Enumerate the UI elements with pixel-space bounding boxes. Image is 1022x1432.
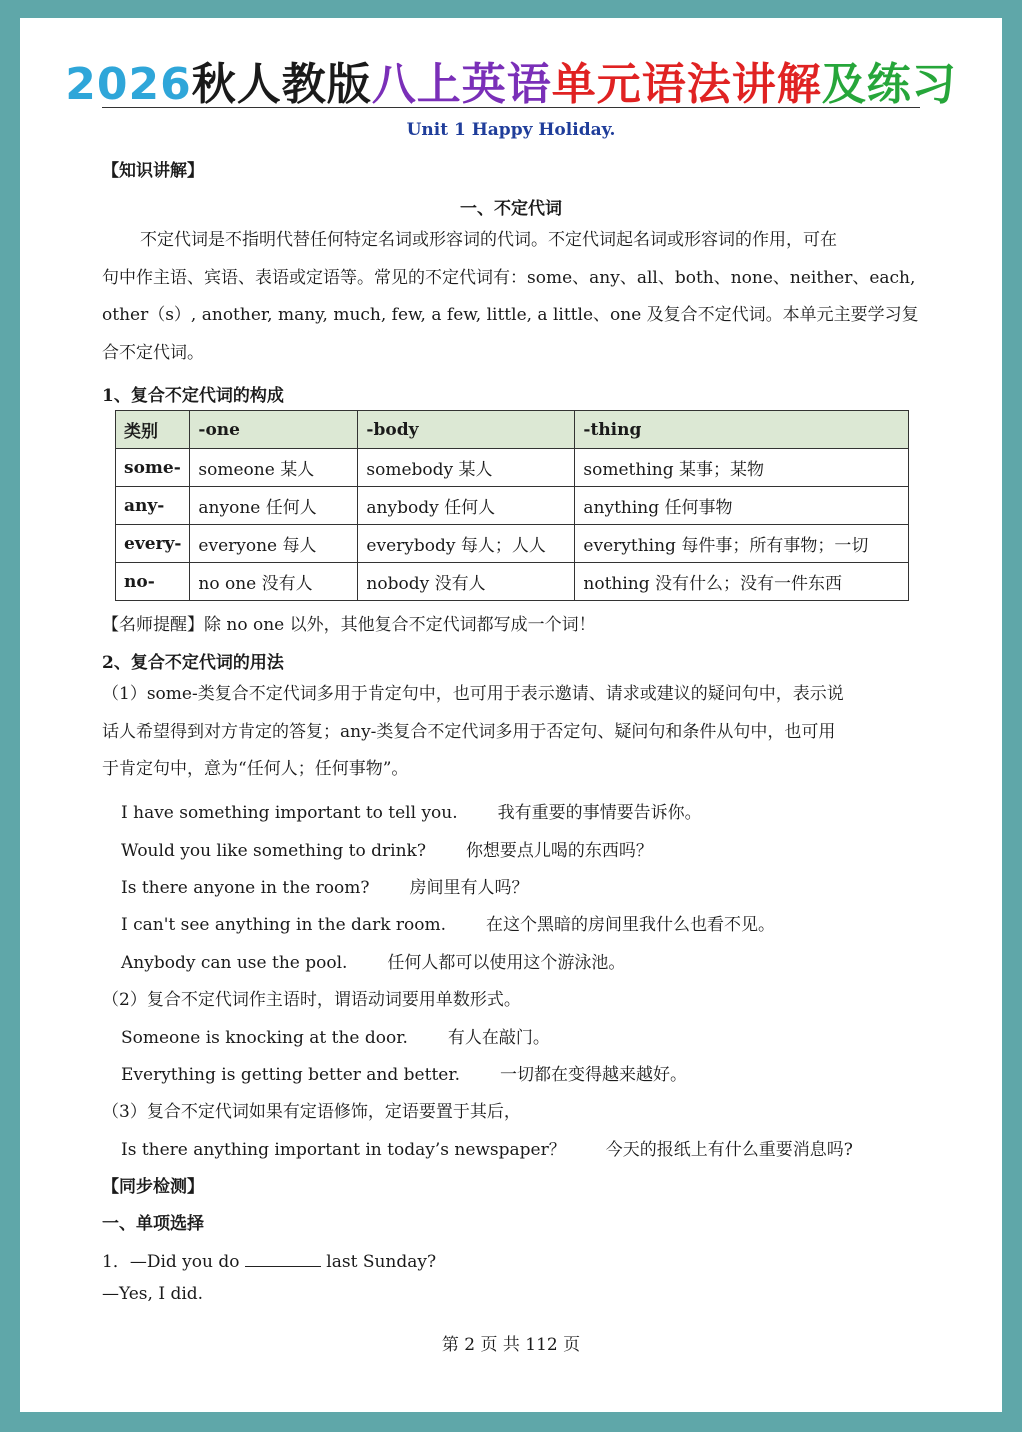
table-cell: anybody 任何人 <box>358 487 575 525</box>
question-1: 1．—Did you do last Sunday? <box>102 1252 437 1272</box>
table-cell: no- <box>116 563 190 601</box>
table-cell: some- <box>116 449 190 487</box>
usage-line: 话人希望得到对方肯定的答复；any-类复合不定代词多用于否定句、疑问句和条件从句中，也可用 <box>102 721 836 742</box>
intro-line: other（s）, another, many, much, few, a few, little, a little、one 及复合不定代词。本单元主要学习复 <box>102 305 919 325</box>
table-header-cell: 类别 <box>116 411 190 449</box>
title-grade: 八上英语 <box>371 59 552 110</box>
table-cell: everything 每件事；所有事物；一切 <box>575 525 909 563</box>
table-cell: everybody 每人；人人 <box>358 525 575 563</box>
title-practice: 及练习 <box>821 59 957 110</box>
subheading-usage: 2、复合不定代词的用法 <box>102 653 284 673</box>
table-cell: nobody 没有人 <box>358 563 575 601</box>
example-sentence: Would you like something to drink? 你想要点儿喝的东西吗？ <box>121 841 653 861</box>
document-page <box>20 18 1002 1412</box>
table-cell: every- <box>116 525 190 563</box>
table-header-cell: -thing <box>575 411 909 449</box>
table-row <box>116 487 909 525</box>
example-sentence: Is there anyone in the room? 房间里有人吗？ <box>121 878 529 898</box>
example-sentence: Someone is knocking at the door. 有人在敲门。 <box>121 1028 550 1048</box>
practice-heading: 一、单项选择 <box>102 1214 204 1234</box>
table-cell: someone 某人 <box>190 449 358 487</box>
usage-line: （1）some-类复合不定代词多用于肯定句中，也可用于表示邀请、请求或建议的疑问句中，表示说 <box>102 684 844 704</box>
subheading-formation: 1、复合不定代词的构成 <box>102 386 284 406</box>
answer-blank <box>245 1252 321 1267</box>
table-row <box>116 563 909 601</box>
title-publisher: 秋人教版 <box>191 59 372 110</box>
usage-line: 于肯定句中，意为“任何人；任何事物”。 <box>102 759 409 779</box>
section-label-practice: 【同步检测】 <box>102 1177 204 1197</box>
table-cell: everyone 每人 <box>190 525 358 563</box>
table-header-cell: -one <box>190 411 358 449</box>
example-sentence: Everything is getting better and better. 一切都在变得越来越好。 <box>121 1065 687 1085</box>
example-sentence: Is there anything important in today’s newspaper？ 今天的报纸上有什么重要消息吗? <box>121 1140 853 1160</box>
page-title <box>20 48 1002 112</box>
example-sentence: I have something important to tell you. 我有重要的事情要告诉你。 <box>121 803 702 823</box>
table-row <box>116 525 909 563</box>
table-cell: any- <box>116 487 190 525</box>
page-number: 第 2 页 共 112 页 <box>441 1335 581 1355</box>
section-label-knowledge: 【知识讲解】 <box>102 161 204 181</box>
table-header-row <box>116 411 909 449</box>
unit-title: Unit 1 Happy Holiday. <box>406 120 616 140</box>
intro-line: 合不定代词。 <box>102 342 204 363</box>
intro-line: 句中作主语、宾语、表语或定语等。常见的不定代词有：some、any、all、both、none、neither、each, <box>102 267 916 288</box>
section-heading: 一、不定代词 <box>460 199 562 219</box>
intro-paragraph <box>102 222 920 372</box>
question-1-reply: —Yes, I did. <box>102 1284 204 1304</box>
title-year: 2026 <box>65 59 192 110</box>
table-cell: no one 没有人 <box>190 563 358 601</box>
title-grammar: 单元语法讲解 <box>551 59 822 110</box>
pronoun-table <box>115 410 909 601</box>
title-divider <box>102 107 920 108</box>
table-cell: anything 任何事物 <box>575 487 909 525</box>
table-row <box>116 449 909 487</box>
intro-line: 不定代词是不指明代替任何特定名词或形容词的代词。不定代词起名词或形容词的作用，可在 <box>140 230 837 250</box>
usage-rule-2: （2）复合不定代词作主语时，谓语动词要用单数形式。 <box>102 990 521 1010</box>
table-cell: nothing 没有什么；没有一件东西 <box>575 563 909 601</box>
usage-rule-3: （3）复合不定代词如果有定语修饰，定语要置于其后， <box>102 1102 521 1122</box>
table-cell: somebody 某人 <box>358 449 575 487</box>
example-sentence: I can't see anything in the dark room. 在这个黑暗的房间里我什么也看不见。 <box>121 915 776 935</box>
table-cell: anyone 任何人 <box>190 487 358 525</box>
table-header-cell: -body <box>358 411 575 449</box>
example-sentence: Anybody can use the pool. 任何人都可以使用这个游泳池。 <box>121 953 626 973</box>
teacher-tip: 【名师提醒】除 no one 以外，其他复合不定代词都写成一个词！ <box>102 615 596 635</box>
usage-paragraph <box>102 676 920 789</box>
table-cell: something 某事；某物 <box>575 449 909 487</box>
